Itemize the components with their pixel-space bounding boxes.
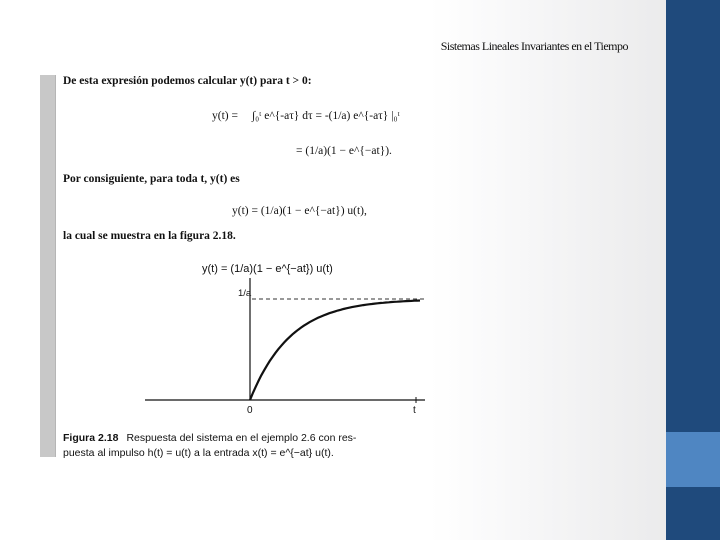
equation-1-integral: ∫₀ᵗ e^{-aτ} dτ = -(1/a) e^{-aτ} |₀ᵗ: [252, 110, 400, 122]
graph-response-curve: [250, 301, 420, 401]
graph-t-label: t: [413, 405, 416, 416]
graph-origin-label: 0: [247, 405, 253, 416]
graph-asymptote-label: 1/a: [238, 288, 252, 299]
slide-title: Sistemas Lineales Invariantes en el Tiempo: [440, 39, 628, 53]
graph-function-label: y(t) = (1/a)(1 − e^{−at}) u(t): [202, 263, 333, 275]
text-line-3: la cual se muestra en la figura 2.18.: [63, 230, 236, 242]
text-line-2: Por consiguiente, para toda t, y(t) es: [63, 173, 240, 185]
caption-figure-label: Figura 2.18: [63, 432, 119, 444]
caption-line-1: Respuesta del sistema en el ejemplo 2.6 con res-: [126, 432, 357, 444]
equation-2: y(t) = (1/a)(1 − e^{−at}) u(t),: [232, 205, 367, 217]
equation-1-lhs: y(t) =: [212, 110, 238, 122]
caption-line-2: puesta al impulso h(t) = u(t) a la entrada x(t) = e^{−at} u(t).: [63, 447, 334, 459]
text-line-1: De esta expresión podemos calcular y(t) para t > 0:: [63, 75, 312, 87]
equation-1-line-2: = (1/a)(1 − e^{−at}).: [296, 145, 392, 157]
figure-caption: [63, 431, 356, 461]
